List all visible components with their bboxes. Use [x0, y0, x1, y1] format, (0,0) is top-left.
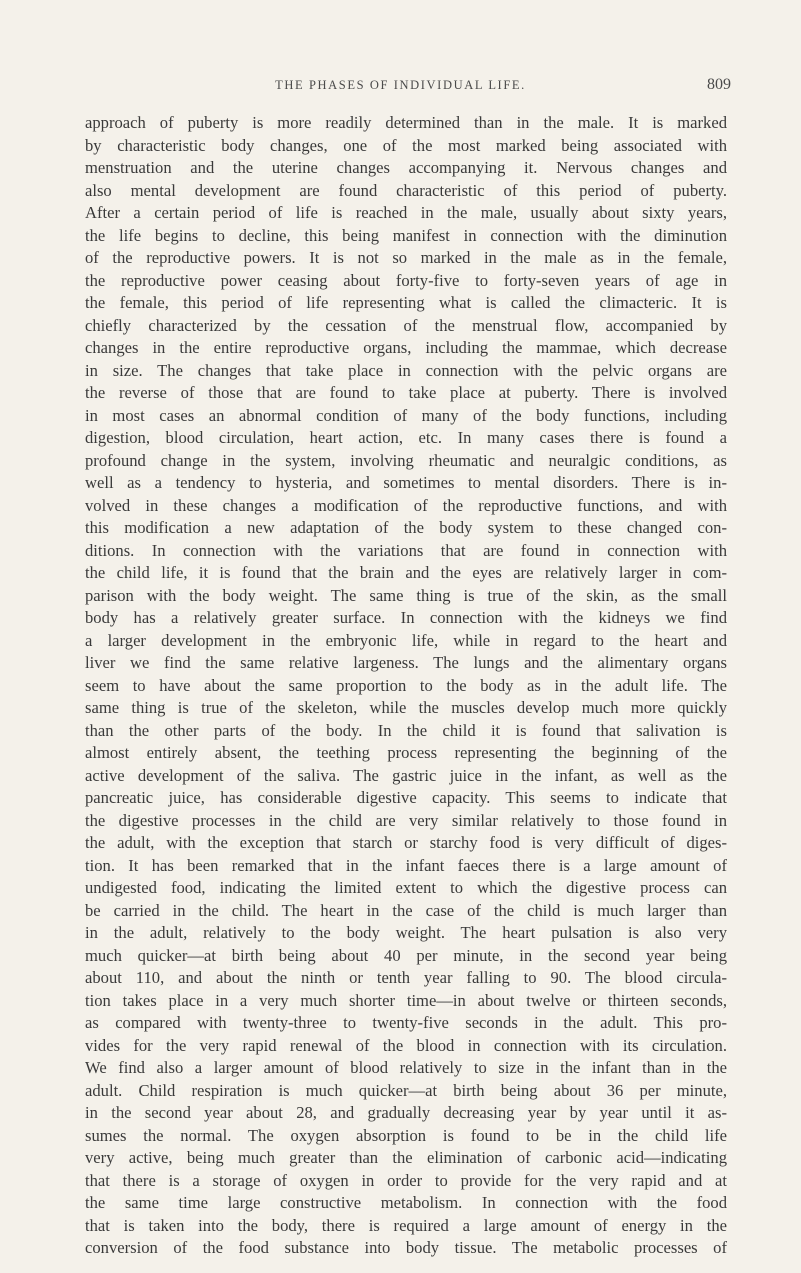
text-line: parison with the body weight. The same thing is true of the skin, as the small — [85, 585, 727, 605]
page-number: 809 — [707, 76, 731, 93]
text-line: the digestive processes in the child are very similar relatively to those found in — [85, 810, 727, 830]
text-line: the adult, with the exception that starch or starchy food is very difficult of diges- — [85, 833, 727, 852]
text-line: profound change in the system, involving rheumatic and neuralgic conditions, as — [85, 450, 727, 470]
text-line: volved in these changes a modification of the reproductive functions, and with — [85, 495, 727, 515]
text-line: liver we find the same relative largeness. The lungs and the alimentary organs — [85, 653, 727, 672]
text-line: the reverse of those that are found to take place at puberty. There is involved — [85, 383, 727, 402]
running-title: THE PHASES OF INDIVIDUAL LIFE. — [275, 78, 526, 92]
text-line: the reproductive power ceasing about forty-five to forty-seven years of age in — [85, 270, 727, 290]
text-line: about 110, and about the ninth or tenth year falling to 90. The blood circula- — [85, 968, 727, 987]
text-line: almost entirely absent, the teething process representing the beginning of the — [85, 743, 727, 762]
text-line: digestion, blood circulation, heart action, etc. In many cases there is found a — [85, 428, 727, 447]
text-line: well as a tendency to hysteria, and sometimes to mental disorders. There is in- — [85, 473, 727, 492]
text-line: seem to have about the same proportion to the body as in the adult life. The — [85, 675, 727, 695]
text-line: in the adult, relatively to the body weight. The heart pulsation is also very — [85, 923, 727, 942]
text-line: changes in the entire reproductive organs, including the mammae, which decrease — [85, 338, 727, 357]
text-line: tion. It has been remarked that in the infant faeces there is a large amount of — [85, 855, 727, 875]
text-line: than the other parts of the body. In the child it is found that salivation is — [85, 720, 727, 740]
text-line: pancreatic juice, has considerable digestive capacity. This seems to indicate that — [85, 788, 727, 807]
text-line: in size. The changes that take place in connection with the pelvic organs are — [85, 360, 727, 380]
text-line: We find also a larger amount of blood relatively to size in the infant than in the — [85, 1058, 727, 1077]
text-line: conversion of the food substance into body tissue. The metabolic processes of — [85, 1238, 727, 1257]
text-line: body has a relatively greater surface. In connection with the kidneys we find — [85, 608, 727, 627]
text-line: tion takes place in a very much shorter time—in about twelve or thirteen seconds, — [85, 990, 727, 1010]
text-line: same thing is true of the skeleton, while the muscles develop much more quickly — [85, 698, 727, 717]
text-line: in the second year about 28, and gradually decreasing year by year until it as- — [85, 1103, 727, 1122]
text-line: be carried in the child. The heart in the case of the child is much larger than — [85, 900, 727, 920]
text-line: that is taken into the body, there is required a large amount of energy in the — [85, 1215, 727, 1235]
text-line: a larger development in the embryonic life, while in regard to the heart and — [85, 630, 727, 650]
text-line: approach of puberty is more readily determined than in the male. It is marked — [85, 113, 727, 132]
text-line: of the reproductive powers. It is not so marked in the male as in the female, — [85, 248, 727, 267]
text-line: vides for the very rapid renewal of the blood in connection with its circulation. — [85, 1035, 727, 1055]
text-line: this modification a new adaptation of the body system to these changed con- — [85, 518, 727, 537]
text-line: undigested food, indicating the limited extent to which the digestive process can — [85, 878, 727, 897]
text-line: by characteristic body changes, one of the most marked being associated with — [85, 135, 727, 155]
text-line: also mental development are found characteristic of this period of puberty. — [85, 180, 727, 200]
text-line: much quicker—at birth being about 40 per minute, in the second year being — [85, 945, 727, 965]
text-line: the child life, it is found that the brain and the eyes are relatively larger in com- — [85, 563, 727, 582]
text-line: menstruation and the uterine changes accompanying it. Nervous changes and — [85, 158, 727, 177]
text-line: sumes the normal. The oxygen absorption is found to be in the child life — [85, 1125, 727, 1145]
text-line: very active, being much greater than the elimination of carbonic acid—indicating — [85, 1148, 727, 1167]
text-line: in most cases an abnormal condition of many of the body functions, including — [85, 405, 727, 425]
text-line: ditions. In connection with the variations that are found in connection with — [85, 540, 727, 560]
text-line: the same time large constructive metabolism. In connection with the food — [85, 1193, 727, 1212]
text-line: chiefly characterized by the cessation of the menstrual flow, accompanied by — [85, 315, 727, 335]
text-line: After a certain period of life is reached in the male, usually about sixty years, — [85, 203, 727, 222]
text-line: active development of the saliva. The gastric juice in the infant, as well as the — [85, 765, 727, 785]
body-text — [85, 112, 727, 1260]
running-header — [0, 76, 801, 96]
text-line: the life begins to decline, this being manifest in connection with the diminution — [85, 225, 727, 245]
text-line: as compared with twenty-three to twenty-five seconds in the adult. This pro- — [85, 1013, 727, 1032]
text-line: the female, this period of life representing what is called the climacteric. It is — [85, 293, 727, 312]
text-line: adult. Child respiration is much quicker—at birth being about 36 per minute, — [85, 1080, 727, 1100]
text-line: that there is a storage of oxygen in order to provide for the very rapid and at — [85, 1170, 727, 1190]
